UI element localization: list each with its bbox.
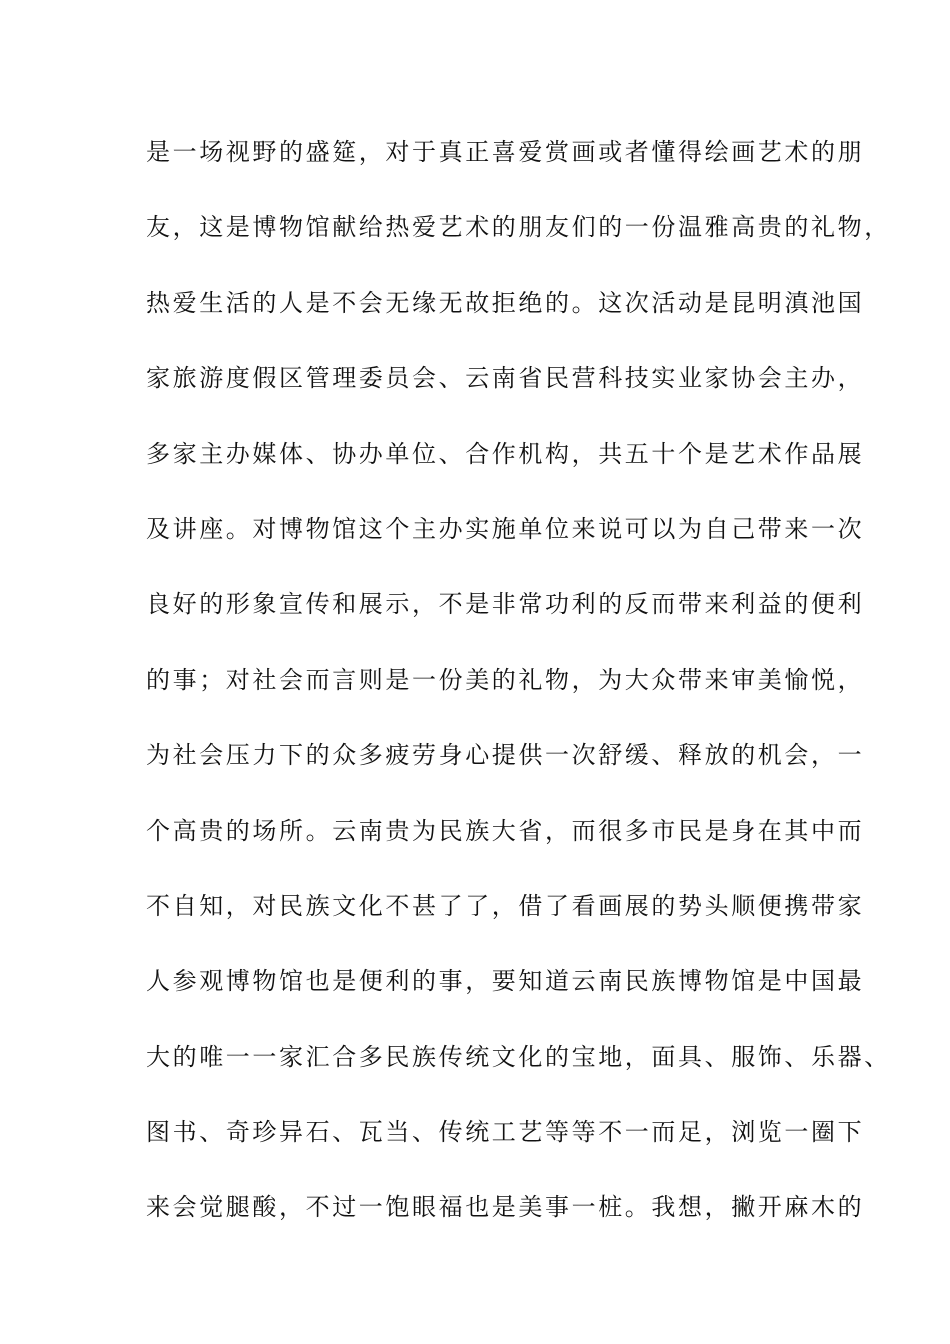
text-line: 个高贵的场所。云南贵为民族大省，而很多市民是身在其中而 — [146, 816, 865, 845]
text-line: 不自知，对民族文化不甚了了，借了看画展的势头顺便携带家 — [146, 891, 865, 920]
body-text — [146, 133, 891, 1264]
text-line: 热爱生活的人是不会无缘无故拒绝的。这次活动是昆明滇池国 — [146, 288, 865, 317]
text-line: 友，这是博物馆献给热爱艺术的朋友们的一份温雅高贵的礼物， — [146, 213, 891, 242]
text-line: 大的唯一一家汇合多民族传统文化的宝地，面具、服饰、乐器、 — [146, 1042, 891, 1071]
text-line: 人参观博物馆也是便利的事，要知道云南民族博物馆是中国最 — [146, 967, 865, 996]
text-line: 是一场视野的盛筵，对于真正喜爱赏画或者懂得绘画艺术的朋 — [146, 138, 865, 166]
text-line: 为社会压力下的众多疲劳身心提供一次舒缓、释放的机会，一 — [146, 741, 865, 770]
text-line: 多家主办媒体、协办单位、合作机构，共五十个是艺术作品展 — [146, 439, 865, 468]
text-line: 家旅游度假区管理委员会、云南省民营科技实业家协会主办， — [146, 364, 865, 393]
text-line: 图书、奇珍异石、瓦当、传统工艺等等不一而足，浏览一圈下 — [146, 1118, 865, 1147]
text-line: 来会觉腿酸，不过一饱眼福也是美事一桩。我想，撇开麻木的 — [146, 1193, 865, 1222]
text-line: 的事；对社会而言则是一份美的礼物，为大众带来审美愉悦， — [146, 665, 865, 694]
text-line: 及讲座。对博物馆这个主办实施单位来说可以为自己带来一次 — [146, 514, 865, 543]
text-line: 良好的形象宣传和展示，不是非常功利的反而带来利益的便利 — [146, 590, 865, 619]
